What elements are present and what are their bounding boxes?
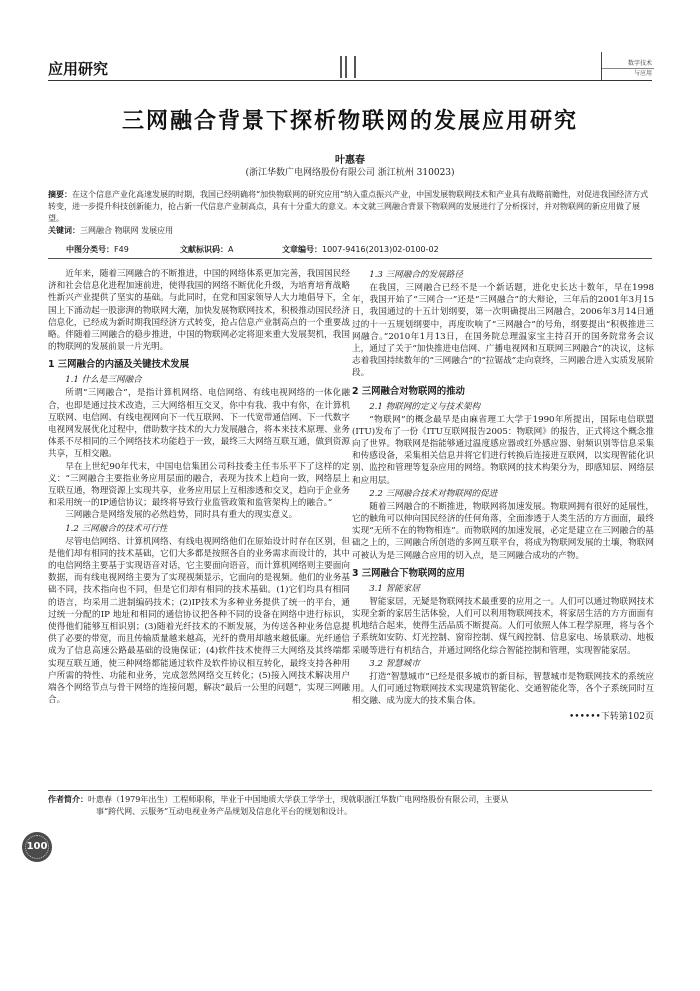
clc-value: F49	[114, 245, 129, 254]
footnote-rule	[48, 790, 652, 791]
paragraph: 早在上世纪90年代末，中国电信集团公司科技委主任韦乐平下了这样的定义：“三网融合主要指业务应用层面的融合，表现为技术上趋向一致，网络层上互联互通，物理资源上实现共享，业务应用层上互相渗透和交叉，趋向于企业务和采用统一的IP通信协议；最终将导致行业监管政策和监管架构上的融合。”	[48, 461, 350, 509]
left-column	[48, 268, 350, 707]
paragraph: 在我国，三网融合已经不是一个新话题，进化史长达十数年，早在1998年，我国开始了“三网合一”还是“三网融合”的大辩论，三年后的2001年3月15日，我国通过的十五计划纲要，第一次明确提出三网融合，2006年3月14日通过的十一五规划纲要中，再度吹响了“三网融合”的号角，纲要提出“积极推进三网融合。”2010年1月13日，在国务院总理温家宝主持召开的国务院常务会议上，通过了关于“加快推进电信网、广播电视网和互联网三网融合”的决议，这标志着我国持续数年的“三网融合”的“拉锯战”走向衰终，三网融合进入实质发展阶段。	[352, 283, 654, 379]
paragraph: 尽管电信网络、计算机网络、有线电视网络他们在原始设计时存在区别，但是他们却有相同的技术基础，它们大多都是按照各自的业务需求而设计的，其中的电信网络主要基于实现语音对话，它主要面向语音，而计算机网络则主要面向数据，而有线电视网络主要为了实现视频显示，它面向的是视频。他们的业务基础不同，技术指向也不同，但是它们却有相同的技术基础。(1)它们均具有相同的语言，均采用二进制编码技术；(2)IP技术为多种业务提供了统一的平台，通过统一分配的IP 地址和相同的通信协议把各种不同的设备在网络中进行标识，使得他们能够互相识别；(3)随着光纤技术的不断发展，为传送各种业务信息提供了必要的带宽，而且传输质量越来越高，光纤的费用却越来越低廉。光纤通信成为了信息高速公路最基础的设施保证；(4)软件技术使得三大网络及其终端都实现互联互通，使三种网络都能通过软件及软件协议相互转化，最终支持各种用户所需的特性、功能和业务，完成忽然网络交互转化；(5)接入网技术解决用户端各个网络节点与骨干网络的连接问题，解决“最后一公里的问题”，实现三网融合。	[48, 536, 350, 706]
header-rule	[48, 80, 652, 81]
id-label: 文章编号：	[282, 245, 322, 254]
author-name: 叶惠春	[335, 155, 365, 166]
abstract-rule	[48, 258, 652, 259]
doc-label: 文献标识码：	[180, 245, 228, 254]
paragraph: 随着三网融合的不断推进，物联网将加速发展。物联网拥有很好的延展性，它的触角可以伸向国民经济的任何角落，全面渗透于人类生活的方方面面，最终实现“无所不在的物物相连”。而物联网的加速发展，必定是建立在三网融合的基础之上的，三网融合所创造的多网互联平台，将成为物联网发展的土壤，物联网可被认为是三网融合应用的切入点，是三网融合成功的产物。	[352, 501, 654, 561]
header-decoration	[340, 56, 358, 78]
right-column	[352, 268, 654, 724]
doc-code	[180, 244, 233, 255]
section-heading-3: 3 三网融合下物联网的应用	[352, 567, 465, 579]
abstract-text: 在这个信息产业化高速发展的时期，我国已经明确将“加快物联网的研究应用”纳入重点振兴产业，中国发展物联网技术和产业具有战略前瞻性，对促进我国经济方式转变，进一步提升科技创新能力，抢占新一代信息产业制高点，具有十分重大的意义。本文就三网融合背景下物联网的发展进行了分析探讨，并对物联网的新应用做了展望。	[48, 190, 649, 223]
continued-note: ••••••下转第102页	[568, 712, 654, 723]
subsection-heading-1-2: 1.2 三网融合的技术可行性	[65, 523, 168, 534]
author-affiliation: (浙江华数广电网络股份有限公司 浙江杭州 310023)	[245, 168, 455, 178]
abstract	[48, 189, 652, 237]
paragraph: 打造“智慧城市”已经是很多城市的新目标，智慧城市是物联网技术的系统应用。人们可通过物联网技术实现建筑智能化、交通智能化等，各个子系统同时互相交融、成为庞大的技术集合体。	[352, 671, 654, 707]
footnote-line-2: 事“跨代网、云服务”互动电视业务产品规划及信息化平台的规划和设计。	[96, 807, 353, 816]
paragraph: 近年来，随着三网融合的不断推进，中国的网络体系更加完善，我国国民经济和社会信息化进程加速前进，使得我国的网络不断优化升级，为培育培育战略性新兴产业提供了坚实的基础。与此同时，在党和国家领导人大力地倡导下，全国上下涌动起一股澎湃的物联网大潮，加快发展物联网技术，积极推动国民经济信息化，已经成为新时期我国经济方式转变，抢占信息产业制高点的一个重要战略。伴随着三网融合的稳步推进，中国的物联网必定将迎来重大发展契机，我国的物联网的发展前景一片光明。	[48, 269, 350, 353]
keywords-text: 三网融合 物联网 发展应用	[80, 226, 174, 235]
section-heading-2: 2 三网融合对物联网的推动	[352, 385, 465, 397]
logo-line-2: 与应用	[633, 70, 652, 77]
paragraph: 所谓“三网融合”，是指计算机网络、电信网络、有线电视网络的一体化融合，也即是通过技术改造，三大网络相互交叉，你中有我、我中有你，在计算机互联网、电信网、有线电视网向下一代互联网、下一代宽带通信网、下一代数字电视网发展优化过程中，借助数字技术的大力发展融合，将本来技术原理、业务体系不尽相同的三个网络技术功能趋于一致，最终三大网络互联互通，做到资源共享，互相交融。	[48, 388, 350, 460]
subsection-heading-2-2: 2.2 三网融合技术对物联网的促进	[369, 488, 498, 499]
page-number: 100	[26, 841, 48, 852]
logo-line-1: 数字技术	[602, 59, 654, 69]
section-label: 应用研究	[48, 60, 109, 78]
id-value: 1007-9416(2013)02-0100-02	[322, 245, 439, 254]
footnote-line-1: 叶惠春（1979年出生）工程师职称，毕业于中国地质大学获工学学士，现就职浙江华数广电网络股份有限公司，主要从	[88, 795, 509, 804]
section-heading-1: 1 三网融合的内涵及关键技术发展	[48, 359, 190, 371]
subsection-heading-1-1: 1.1 什么是三网融合	[65, 375, 142, 386]
author-footnote	[48, 793, 652, 818]
article-title: 三网融合背景下探析物联网的发展应用研究	[121, 109, 578, 134]
subsection-heading-2-1: 2.1 物联网的定义与技术架构	[369, 401, 481, 412]
paragraph: “物联网”的概念最早是由麻省理工大学于1990年所提出，国际电信联盟(ITU)发布了一份《ITU互联网报告2005：物联网》的报告，正式将这个概念推向了世界。物联网是指能够通过温度感应器或红外感应器、射频识别等信息采集和传感设备，采集相关信息并将它们进行转换后连接进互联网，以实现智能化识别、监控和管理等复杂应用的网络。物联网的技术构架分为，即感知层、网络层和应用层。	[352, 414, 654, 486]
clc-number	[66, 244, 129, 255]
subsection-heading-1-3: 1.3 三网融合的发展路径	[369, 270, 463, 280]
paragraph: 智能家居，无疑是物联网技术最重要的应用之一。人们可以通过物联网技术实现全新的家居生活体验，人们可以利用物联网技术，将家居生活的方方面面有机地结合起来，使得生活品质不断提高。人们可依照人体工程学原理，将与各个子系统如安防、灯光控制、窗帘控制、煤气阀控制、信息家电、场景联动、地板采暖等进行有机结合，并通过网络化综合智能控制和管理，实现智能家居。	[352, 596, 654, 656]
abstract-label: 摘要：	[48, 190, 72, 199]
clc-label: 中图分类号：	[66, 245, 114, 254]
journal-logo	[601, 52, 654, 80]
footnote-label: 作者简介：	[48, 794, 88, 804]
article-id	[282, 244, 439, 255]
subsection-heading-3-2: 3.2 智慧城市	[369, 658, 420, 669]
keywords-label: 关键词：	[48, 226, 80, 235]
page-number-badge	[22, 832, 52, 862]
subsection-heading-3-1: 3.1 智能家居	[369, 583, 420, 594]
paragraph: 三网融合是网络发展的必然趋势，同时具有重大的现实意义。	[65, 510, 298, 521]
doc-value: A	[228, 245, 234, 254]
